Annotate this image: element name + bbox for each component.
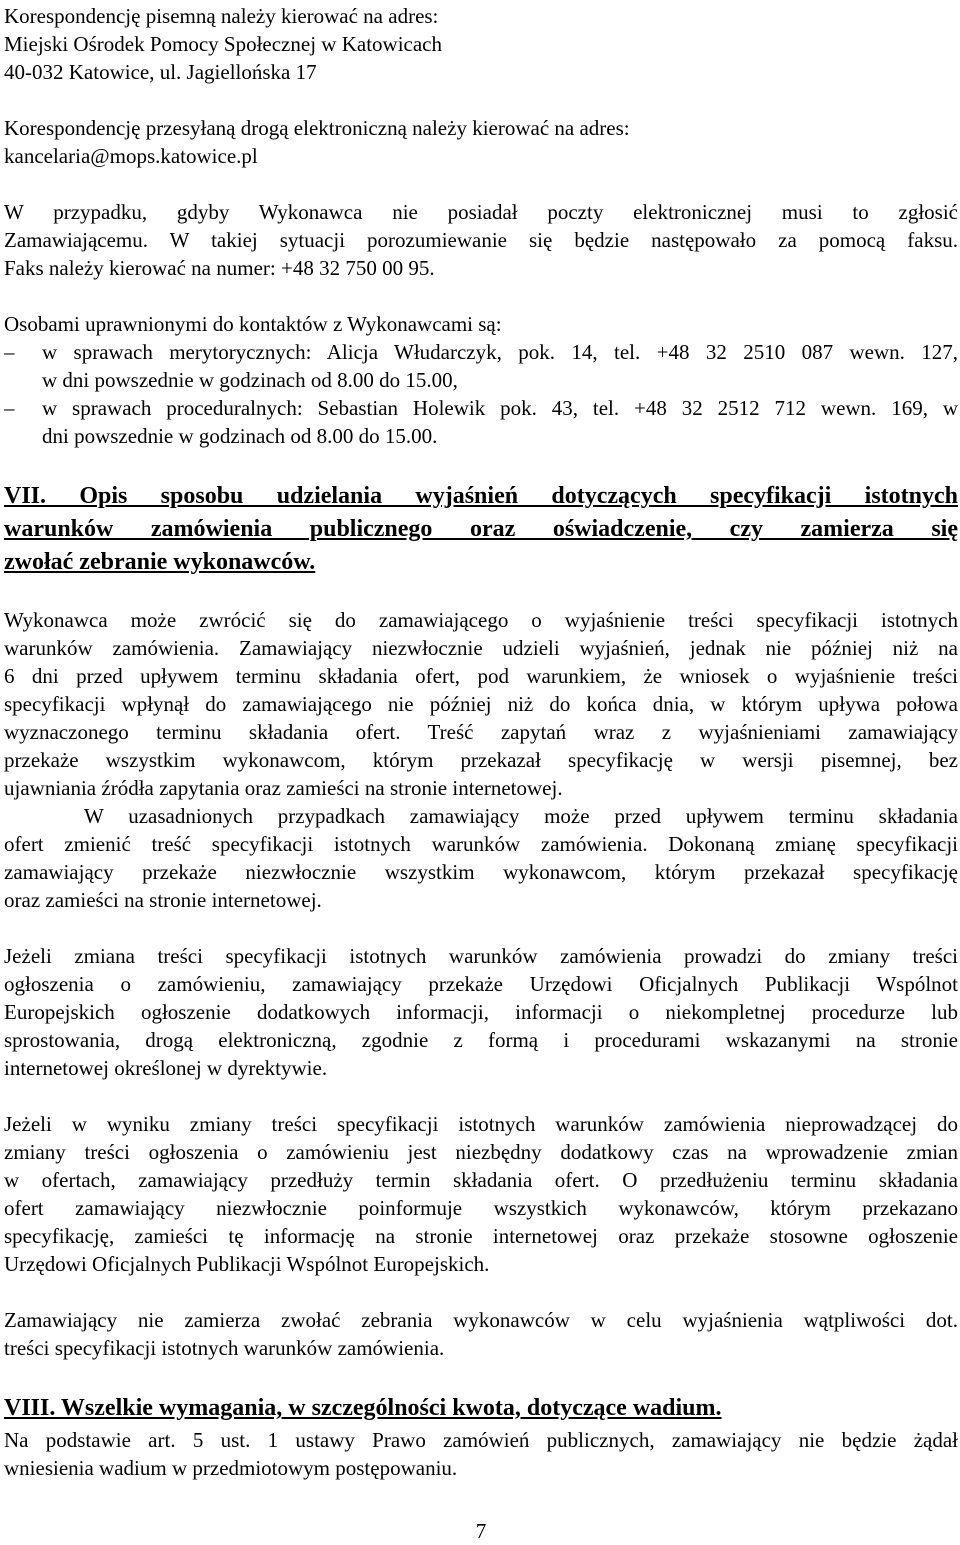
heading-line-2: warunków zamówienia publicznego oraz oświadczenie, czy zamierza się [4, 516, 958, 542]
heading-line-1: VII. Opis sposobu udzielania wyjaśnień dotyczących specyfikacji istotnych [4, 483, 958, 509]
section-7-paragraph-2 [4, 802, 958, 914]
paragraph-line: zmiany treści ogłoszenia o zamówieniu jest niezbędny dodatkowy czas na wprowadzenie zmian [4, 1140, 958, 1164]
address-block [4, 2, 958, 86]
paragraph-line: W uzasadnionych przypadkach zamawiający może przed upływem terminu składania [84, 804, 958, 828]
electronic-block [4, 114, 958, 170]
contact-item-line-2: w dni powszednie w godzinach od 8.00 do 15.00, [42, 368, 458, 392]
paragraph-line: zamawiający przekaże niezwłocznie wszystkim wykonawcom, którym przekazał specyfikację [4, 860, 958, 884]
dash-bullet: – [4, 396, 15, 420]
paragraph-line: wyznaczonego terminu składania ofert. Treść zapytań wraz z wyjaśnieniami zamawiający [4, 720, 958, 744]
address-intro: Korespondencję pisemną należy kierować na adres: [4, 4, 439, 28]
email-link[interactable]: kancelaria@mops.katowice.pl [4, 144, 258, 168]
paragraph-line: ogłoszenia o zamówieniu, zamawiający przekaże Urzędowi Oficjalnych Publikacji Wspólnot [4, 972, 958, 996]
contact-item-substantive [4, 338, 958, 394]
contact-item-line-1: w sprawach proceduralnych: Sebastian Holewik pok. 43, tel. +48 32 2512 712 wewn. 169, w [42, 396, 958, 420]
section-7-paragraph-1 [4, 606, 958, 802]
paragraph-line: Na podstawie art. 5 ust. 1 ustawy Prawo zamówień publicznych, zamawiający nie będzie żądał [4, 1428, 958, 1452]
address-institution: Miejski Ośrodek Pomocy Społecznej w Katowicach [4, 32, 442, 56]
section-7-paragraph-5 [4, 1306, 958, 1362]
paragraph-line: 6 dni przed upływem terminu składania ofert, pod warunkiem, że wniosek o wyjaśnienie treści [4, 664, 958, 688]
paragraph-line: oraz zamieści na stronie internetowej. [4, 888, 322, 912]
paragraph-line: Urzędowi Oficjalnych Publikacji Wspólnot Europejskich. [4, 1252, 490, 1276]
paragraph-line: internetowej określonej w dyrektywie. [4, 1056, 328, 1080]
paragraph-line: Wykonawca może zwrócić się do zamawiającego o wyjaśnienie treści specyfikacji istotnych [4, 608, 958, 632]
fax-line: Faks należy kierować na numer: +48 32 750 00 95. [4, 256, 435, 280]
electronic-intro: Korespondencję przesyłaną drogą elektroniczną należy kierować na adres: [4, 116, 630, 140]
section-8-heading [4, 1392, 958, 1425]
heading-line: VIII. Wszelkie wymagania, w szczególności kwota, dotyczące wadium. [4, 1395, 722, 1421]
contact-item-procedural [4, 394, 958, 450]
heading-line-3: zwołać zebranie wykonawców. [4, 549, 316, 575]
section-8-paragraph [4, 1426, 958, 1482]
contact-item-line-1: w sprawach merytorycznych: Alicja Włudarczyk, pok. 14, tel. +48 32 2510 087 wewn. 127, [42, 340, 958, 364]
paragraph-line: Zamawiający nie zamierza zwołać zebrania wykonawców w celu wyjaśnienia wątpliwości dot. [4, 1308, 958, 1332]
address-street: 40-032 Katowice, ul. Jagiellońska 17 [4, 60, 317, 84]
paragraph-line: wniesienia wadium w przedmiotowym postępowaniu. [4, 1456, 458, 1480]
no-email-paragraph [4, 198, 958, 282]
paragraph-line: ofert zamawiający niezwłocznie poinformuje wszystkich wykonawców, którym przekazano [4, 1196, 958, 1220]
dash-bullet: – [4, 340, 15, 364]
section-7-paragraph-3 [4, 942, 958, 1082]
paragraph-line: ofert zmienić treść specyfikacji istotnych warunków zamówienia. Dokonaną zmianę specyfikacji [4, 832, 958, 856]
paragraph-line: treści specyfikacji istotnych warunków zamówienia. [4, 1336, 445, 1360]
paragraph-line: przekaże wszystkim wykonawcom, którym przekazał specyfikację w wersji pisemnej, bez [4, 748, 958, 772]
paragraph-line: ujawniania źródła zapytania oraz zamieści na stronie internetowej. [4, 776, 563, 800]
paragraph-line: w ofertach, zamawiający przedłuży termin składania ofert. O przedłużeniu terminu składania [4, 1168, 958, 1192]
no-email-line-1: W przypadku, gdyby Wykonawca nie posiadał poczty elektronicznej musi to zgłosić [4, 200, 958, 224]
section-7-heading [4, 480, 958, 579]
paragraph-line: specyfikację, zamieści tę informację na stronie internetowej oraz przekaże stosowne ogłoszenie [4, 1224, 958, 1248]
paragraph-line: Europejskich ogłoszenie dodatkowych informacji, informacji o niekompletnej procedurze lub [4, 1000, 958, 1024]
paragraph-line: specyfikacji wpłynął do zamawiającego nie później niż do końca dnia, w którym upływa połowa [4, 692, 958, 716]
contacts-intro: Osobami uprawnionymi do kontaktów z Wykonawcami są: [4, 312, 502, 336]
contact-item-line-2: dni powszednie w godzinach od 8.00 do 15.00. [42, 424, 438, 448]
paragraph-line: warunków zamówienia. Zamawiający niezwłocznie udzieli wyjaśnień, jednak nie później niż na [4, 636, 958, 660]
page-number: 7 [475, 1519, 487, 1543]
paragraph-line: Jeżeli w wyniku zmiany treści specyfikacji istotnych warunków zamówienia nieprowadzącej do [4, 1112, 958, 1136]
paragraph-line: Jeżeli zmiana treści specyfikacji istotnych warunków zamówienia prowadzi do zmiany treści [4, 944, 958, 968]
section-7-paragraph-4 [4, 1110, 958, 1278]
paragraph-line: sprostowania, drogą elektroniczną, zgodnie z formą i procedurami wskazanymi na stronie [4, 1028, 958, 1052]
no-email-line-2: Zamawiającemu. W takiej sytuacji porozumiewanie się będzie następowało za pomocą faksu. [4, 228, 958, 252]
